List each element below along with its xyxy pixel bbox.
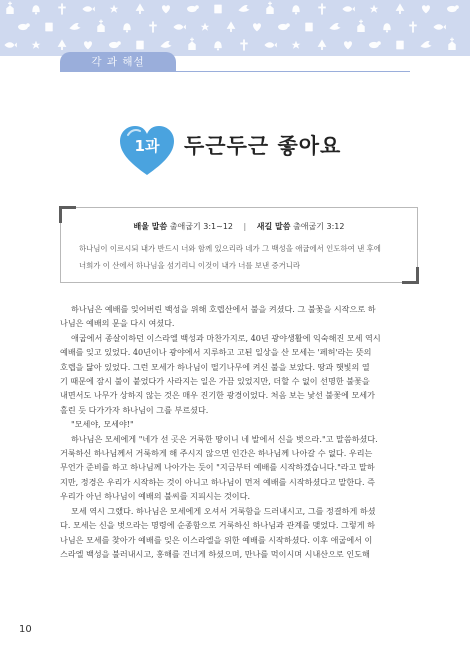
heart-icon xyxy=(84,41,92,49)
bell-icon xyxy=(383,23,390,32)
sheep-icon xyxy=(18,23,30,30)
church-icon xyxy=(188,38,195,50)
heart-icon xyxy=(344,41,352,49)
church-icon xyxy=(357,20,364,32)
fish-icon xyxy=(433,24,445,30)
body-line: "모세야, 모세야!" xyxy=(71,419,134,430)
body-line: 하나님은 모세에게 "네가 선 곳은 거룩한 땅이니 네 발에서 신을 벗으라."고 말씀하셨다. xyxy=(71,433,378,444)
church-icon xyxy=(6,2,13,14)
fish-icon xyxy=(173,24,185,30)
fish-icon xyxy=(264,42,276,48)
heart-icon xyxy=(162,5,170,13)
star-icon xyxy=(292,41,301,49)
church-icon xyxy=(266,2,273,14)
body-line: 홀린 듯 다가가자 하나님이 그를 부르셨다. xyxy=(60,404,209,415)
sheep-icon xyxy=(447,5,459,12)
body-line: 무언가 준비를 하고 하나님께 나아가는 듯이 "지금부터 예배를 시작하겠습니다."라고 말하 xyxy=(60,462,375,473)
body-line: 애굽에서 종살이하던 이스라엘 백성과 마찬가지로, 40년 광야생활에 익숙해진 모세 역시 xyxy=(71,332,381,343)
heart-icon xyxy=(253,23,261,31)
verse-header xyxy=(61,221,417,232)
body-line: 내면서도 나무가 상하지 않는 것은 매우 진기한 광경이었다. 처음 보는 낯선 불꽃에 모세가 xyxy=(60,390,375,401)
memory-label: 새길 말씀 xyxy=(256,222,291,231)
page-number: 10 xyxy=(19,624,32,635)
study-label: 배울 말씀 xyxy=(133,222,168,231)
bell-icon xyxy=(32,5,39,14)
body-line: 스라엘 백성을 불러내시고, 홍해를 건너게 하셨으며, 만나를 먹이시며 시내산으로 인도해 xyxy=(60,548,370,559)
bell-icon xyxy=(123,23,130,32)
lesson-number: 1과 xyxy=(134,137,160,155)
bible-icon xyxy=(214,5,221,14)
corner-bracket xyxy=(402,267,419,284)
dove-icon xyxy=(160,41,171,48)
bible-icon xyxy=(136,41,143,50)
bible-icon xyxy=(305,23,312,32)
body-line: 하나님은 예배를 잊어버린 백성을 위해 호렙산에서 불을 켜셨다. 그 불꽃을 시작으로 하 xyxy=(71,304,376,314)
sheep-icon xyxy=(278,23,290,30)
tree-icon xyxy=(396,3,405,14)
divider xyxy=(60,71,410,72)
cross-icon xyxy=(240,39,247,50)
dove-icon xyxy=(69,23,80,30)
star-icon xyxy=(110,5,119,13)
body-line: 지만, 정경은 우리가 시작하는 것이 아니고 하나님이 먼저 예배를 시작하셨다고 말한다. 즉 xyxy=(60,476,375,487)
verse-box xyxy=(60,207,418,283)
fish-icon xyxy=(82,6,94,12)
star-icon xyxy=(32,41,41,49)
memory-verse-line: 하나님이 이르시되 내가 반드시 너와 함께 있으리라 네가 그 백성을 애굽에서 인도하여 낸 후에 xyxy=(79,244,381,253)
body-line: 다. 모세는 신을 벗으라는 명령에 순종함으로 거룩하신 하나님과 관계를 맺었다. 그렇게 하 xyxy=(60,520,375,531)
church-icon xyxy=(97,20,104,32)
cross-icon xyxy=(58,3,65,14)
bible-icon xyxy=(396,41,403,50)
body-line: 모세 역시 그랬다. 하나님은 모세에게 오셔서 거룩함을 드러내시고, 그를 정결하게 하셨 xyxy=(71,505,376,516)
church-icon xyxy=(448,38,455,50)
body-line: 우리가 아닌 하나님이 예배의 불씨를 지피시는 것이다. xyxy=(60,491,251,502)
study-reference: 출애굽기 3:1~12 xyxy=(169,222,233,231)
tree-icon xyxy=(136,3,145,14)
cross-icon xyxy=(149,21,156,32)
sheep-icon xyxy=(109,41,121,48)
body-line: 거룩하신 하나님께서 거룩하게 해 주시지 않으면 인간은 하나님께 나아갈 수 없다. 우리는 xyxy=(60,448,373,459)
star-icon xyxy=(201,23,210,31)
lesson-title: 두근두근 좋아요 xyxy=(184,134,342,158)
tree-icon xyxy=(58,39,67,50)
cross-icon xyxy=(318,3,325,14)
memory-reference: 출애굽기 3:12 xyxy=(293,222,345,231)
sheep-icon xyxy=(187,5,199,12)
dove-icon xyxy=(329,23,340,30)
cross-icon xyxy=(409,21,416,32)
body-line: 나님은 모세를 찾아가 예배를 잊은 이스라엘을 위한 예배를 시작하셨다. 이후 애굽에서 이 xyxy=(60,534,373,545)
section-tab: 각 과 해설 xyxy=(60,52,176,72)
fish-icon xyxy=(342,6,354,12)
body-line: 예배를 잊고 있었다. 40년이나 광야에서 지루하고 고된 일상을 산 모세는 '페허'라는 뜻의 xyxy=(60,347,372,358)
bell-icon xyxy=(292,5,299,14)
sheep-icon xyxy=(369,41,381,48)
header-banner xyxy=(0,0,470,56)
bell-icon xyxy=(214,41,221,50)
decorative-pattern xyxy=(0,0,470,56)
body-line: 기 때문에 잠시 불이 붙었다가 사라지는 일은 가끔 있었지만, 더할 수 없이 선명한 불꽃을 xyxy=(60,376,370,387)
heart-icon xyxy=(422,5,430,13)
fish-icon xyxy=(4,42,16,48)
body-line: 나님은 예배의 문을 다시 여셨다. xyxy=(60,318,175,329)
star-icon xyxy=(370,5,379,13)
tree-icon xyxy=(227,21,236,32)
separator: | xyxy=(243,222,247,231)
bible-icon xyxy=(45,23,52,32)
memory-verse-line: 너희가 이 산에서 하나님을 섬기리니 이것이 내가 너를 보낸 증거니라 xyxy=(79,261,301,270)
body-text xyxy=(60,302,412,561)
dove-icon xyxy=(420,41,431,48)
body-line: 호렙을 닮아 있었다. 그런 모세가 하나님이 떨기나무에 켜신 불을 보았다. 땅과 햇빛의 열 xyxy=(60,361,370,372)
dove-icon xyxy=(238,5,249,12)
tree-icon xyxy=(318,39,327,50)
